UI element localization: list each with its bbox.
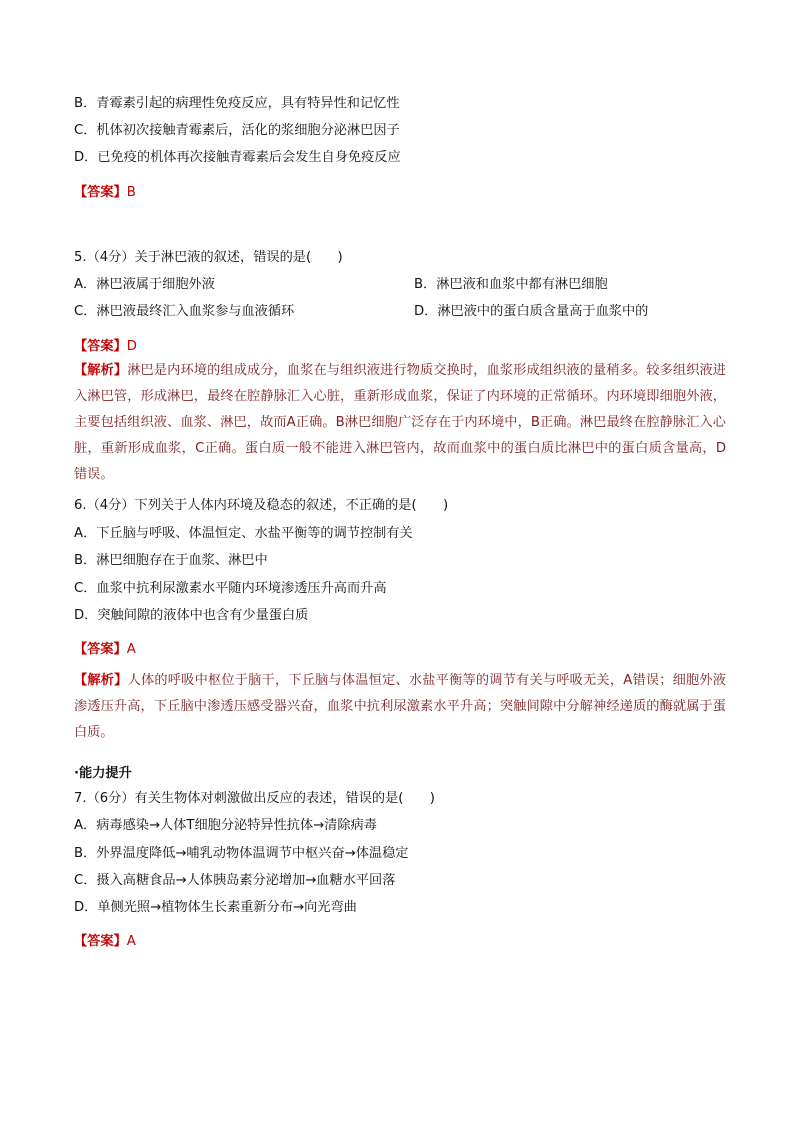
q5-option-b: B．淋巴液和血浆中都有淋巴细胞: [414, 277, 608, 292]
analysis-tag: 【解析】: [74, 363, 128, 378]
q7-option-a: A．病毒感染→人体T细胞分泌特异性抗体→清除病毒: [74, 818, 377, 833]
q5-answer: [74, 338, 137, 356]
q6-stem: 6.（4分）下列关于人体内环境及稳态的叙述，不正确的是( ): [74, 498, 449, 513]
q7-option-b: B．外界温度降低→哺乳动物体温调节中枢兴奋→体温稳定: [74, 846, 409, 861]
q4-option-d: D．已免疫的机体再次接触青霉素后会发生自身免疫反应: [74, 150, 401, 165]
q5-analysis: [74, 358, 726, 488]
answer-tag: 【答案】: [74, 185, 127, 200]
answer-tag: 【答案】: [74, 934, 127, 949]
q7-answer: [74, 933, 136, 951]
section-title: ·能力提升: [74, 766, 132, 781]
q4-answer: [74, 184, 136, 202]
q6-option-d: D．突触间隙的液体中也含有少量蛋白质: [74, 608, 309, 623]
q5-stem: 5.（4分）关于淋巴液的叙述，错误的是( ): [74, 250, 343, 265]
q6-option-a: A．下丘脑与呼吸、体温恒定、水盐平衡等的调节控制有关: [74, 526, 413, 541]
q6-option-b: B．淋巴细胞存在于血浆、淋巴中: [74, 553, 268, 568]
answer-value: B: [126, 185, 136, 200]
answer-value: A: [126, 934, 136, 949]
answer-value: A: [126, 642, 136, 657]
q4-option-b: B．青霉素引起的病理性免疫反应，具有特异性和记忆性: [74, 96, 400, 111]
q4-option-c: C．机体初次接触青霉素后，活化的浆细胞分泌淋巴因子: [74, 123, 400, 138]
q6-analysis: [74, 668, 726, 746]
q5-option-a: A．淋巴液属于细胞外液: [74, 277, 215, 292]
answer-value: D: [126, 339, 137, 354]
q7-option-c: C．摄入高糖食品→人体胰岛素分泌增加→血糖水平回落: [74, 873, 396, 888]
q7-option-d: D．单侧光照→植物体生长素重新分布→向光弯曲: [74, 900, 357, 915]
analysis-text: 淋巴是内环境的组成成分，血浆在与组织液进行物质交换时，血浆形成组织液的量稍多。较多组织液进入淋巴管，形成淋巴，最终在腔静脉汇入心脏，重新形成血浆，保证了内环境的正常循环。内环境即细胞外液，主要包括组织液、血浆、淋巴，故而A正确。B淋巴细胞广泛存在于内环境中，B正确。淋巴最终在腔静脉汇入心脏，重新形成血浆，C正确。蛋白质一般不能进入淋巴管内，故而血浆中的蛋白质比淋巴中的蛋白质含量高，D错误。: [74, 363, 726, 482]
q6-option-c: C．血浆中抗利尿激素水平随内环境渗透压升高而升高: [74, 581, 387, 596]
answer-tag: 【答案】: [74, 642, 127, 657]
q6-answer: [74, 641, 136, 659]
analysis-tag: 【解析】: [74, 673, 128, 688]
q5-option-c: C．淋巴液最终汇入血浆参与血液循环: [74, 304, 295, 319]
analysis-text: 人体的呼吸中枢位于脑干，下丘脑与体温恒定、水盐平衡等的调节有关与呼吸无关，A错误；细胞外液渗透压升高，下丘脑中渗透压感受器兴奋，血浆中抗利尿激素水平升高；突触间隙中分解神经递质的酶就属于蛋白质。: [74, 673, 726, 740]
q5-option-d: D．淋巴液中的蛋白质含量高于血浆中的: [414, 304, 649, 319]
answer-tag: 【答案】: [74, 339, 127, 354]
q7-stem: 7.（6分）有关生物体对刺激做出反应的表述，错误的是( ): [74, 791, 435, 806]
